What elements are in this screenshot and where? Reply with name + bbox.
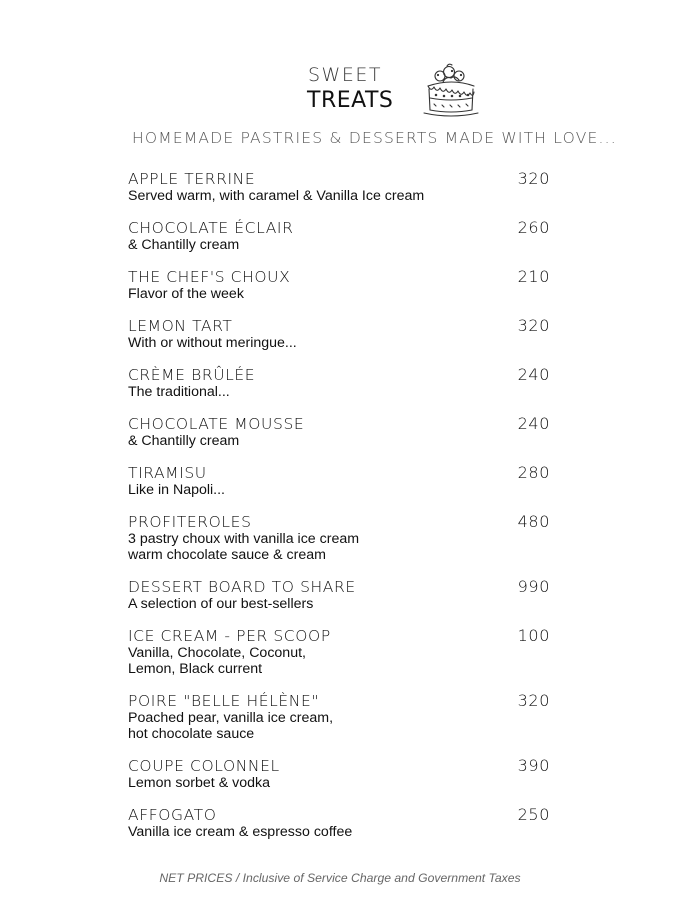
item-price: 100 bbox=[517, 626, 550, 645]
item-price: 990 bbox=[517, 577, 550, 596]
menu-item bbox=[128, 219, 550, 253]
item-price: 260 bbox=[517, 218, 550, 237]
item-description: Poached pear, vanilla ice cream, hot chocolate sauce bbox=[128, 710, 334, 742]
item-description: & Chantilly cream bbox=[128, 237, 240, 253]
menu-item bbox=[128, 806, 550, 840]
item-description: Served warm, with caramel & Vanilla Ice cream bbox=[128, 188, 425, 204]
menu-item bbox=[128, 268, 550, 302]
menu-item bbox=[128, 513, 550, 563]
menu-subtitle: HOMEMADE PASTRIES & DESSERTS MADE WITH LOVE... bbox=[132, 129, 617, 147]
menu-item bbox=[128, 757, 550, 791]
menu-item bbox=[128, 317, 550, 351]
menu-item bbox=[128, 170, 550, 204]
item-name: CHOCOLATE MOUSSE bbox=[128, 415, 305, 433]
item-name: POIRE "BELLE HÉLÈNE" bbox=[128, 692, 320, 710]
item-description: & Chantilly cream bbox=[128, 433, 240, 449]
item-description: With or without meringue... bbox=[128, 335, 297, 351]
item-price: 320 bbox=[517, 691, 550, 710]
cake-icon bbox=[418, 62, 484, 120]
item-description: Flavor of the week bbox=[128, 286, 244, 302]
title-sweet: SWEET bbox=[308, 64, 382, 86]
item-price: 210 bbox=[517, 267, 550, 286]
menu-item bbox=[128, 366, 550, 400]
item-price: 250 bbox=[517, 805, 550, 824]
item-name: DESSERT BOARD TO SHARE bbox=[128, 578, 356, 596]
menu-item bbox=[128, 692, 550, 742]
item-name: CRÈME BRÛLÉE bbox=[128, 366, 256, 384]
item-description: Like in Napoli... bbox=[128, 482, 225, 498]
menu-item bbox=[128, 578, 550, 612]
item-name: ICE CREAM - PER SCOOP bbox=[128, 627, 331, 645]
menu-item bbox=[128, 464, 550, 498]
item-description: Vanilla ice cream & espresso coffee bbox=[128, 824, 353, 840]
menu-item bbox=[128, 415, 550, 449]
title-treats: TREATS bbox=[307, 88, 394, 113]
item-price: 480 bbox=[517, 512, 550, 531]
item-price: 240 bbox=[517, 414, 550, 433]
item-price: 320 bbox=[517, 316, 550, 335]
item-price: 240 bbox=[517, 365, 550, 384]
dessert-menu-list bbox=[128, 170, 550, 855]
item-name: THE CHEF'S CHOUX bbox=[128, 268, 291, 286]
item-description: Lemon sorbet & vodka bbox=[128, 775, 270, 791]
item-name: TIRAMISU bbox=[128, 464, 207, 482]
item-name: AFFOGATO bbox=[128, 806, 217, 824]
item-price: 390 bbox=[517, 756, 550, 775]
item-description: Vanilla, Chocolate, Coconut, Lemon, Black current bbox=[128, 645, 306, 677]
item-description: 3 pastry choux with vanilla ice cream warm chocolate sauce & cream bbox=[128, 531, 360, 563]
item-name: APPLE TERRINE bbox=[128, 170, 256, 188]
item-description: A selection of our best-sellers bbox=[128, 596, 314, 612]
menu-header bbox=[0, 62, 680, 122]
item-name: CHOCOLATE ÉCLAIR bbox=[128, 219, 294, 237]
item-price: 320 bbox=[517, 169, 550, 188]
item-name: PROFITEROLES bbox=[128, 513, 252, 531]
item-description: The traditional... bbox=[128, 384, 230, 400]
item-price: 280 bbox=[517, 463, 550, 482]
menu-item bbox=[128, 627, 550, 677]
price-note-footer: NET PRICES / Inclusive of Service Charge and Government Taxes bbox=[159, 871, 521, 885]
item-name: LEMON TART bbox=[128, 317, 233, 335]
item-name: COUPE COLONNEL bbox=[128, 757, 280, 775]
